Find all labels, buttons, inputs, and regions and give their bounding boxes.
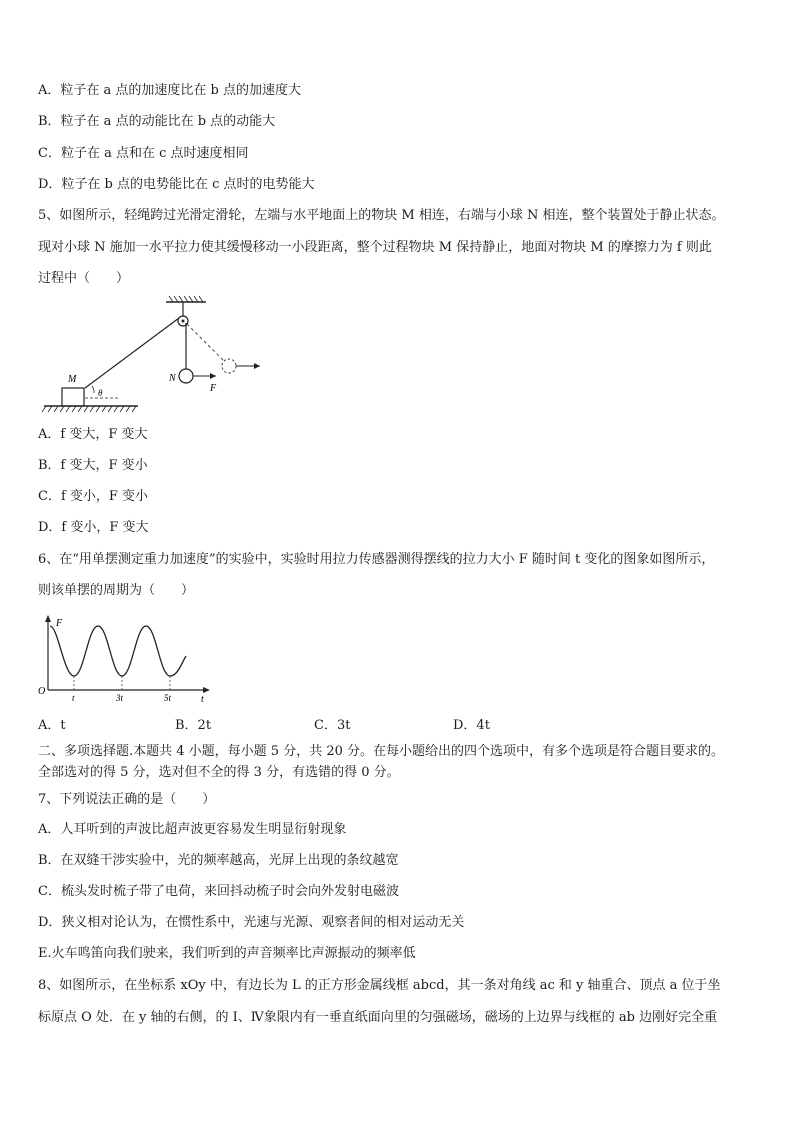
q5-stem-line1: 5、如图所示，轻绳跨过光滑定滑轮，左端与水平地面上的物块 M 相连，右端与小球 N 相连，整个装置处于静止状态。 <box>38 208 725 223</box>
q6-option-d: D．4t <box>453 718 490 733</box>
q6-force-time-graph <box>36 612 216 707</box>
q5-option-a: A．f 变大，F 变大 <box>38 427 148 442</box>
x-axis-label: t <box>201 694 204 705</box>
ball-n <box>179 369 193 383</box>
ceiling-hatch <box>169 296 203 302</box>
q7-option-c: C．梳头发时梳子带了电荷，来回抖动梳子时会向外发射电磁波 <box>38 884 399 899</box>
rope-dashed <box>187 324 224 361</box>
x-axis-arrow-icon <box>203 687 210 693</box>
q6-stem-line1: 6、在“用单摆测定重力加速度”的实验中，实验时用拉力传感器测得摆线的拉力大小 F 随时间 t 变化的图象如图所示， <box>38 552 715 567</box>
force-curve <box>50 626 186 676</box>
q7-option-a: A．人耳听到的声波比超声波更容易发生明显衍射现象 <box>38 822 347 837</box>
q4-option-c: C．粒子在 a 点和在 c 点时速度相同 <box>38 146 249 161</box>
rope-left <box>85 318 179 388</box>
section2-line1: 二、多项选择题.本题共 4 小题，每小题 5 分，共 20 分。在每小题给出的四个选项中，有多个选项是符合题目要求的。 <box>38 744 725 759</box>
ball-dashed <box>222 359 236 373</box>
q6-stem-line2: 则该单摆的周期为（ ） <box>38 583 195 598</box>
q4-option-b: B．粒子在 a 点的动能比在 b 点的动能大 <box>38 114 276 129</box>
tick-t: t <box>72 693 75 703</box>
label-n: N <box>169 373 176 384</box>
origin-label: O <box>38 686 46 697</box>
q5-stem-line3: 过程中（ ） <box>38 271 130 286</box>
q7-stem: 7、下列说法正确的是（ ） <box>38 792 216 807</box>
tick-5t: 5t <box>164 693 172 703</box>
q4-option-d: D．粒子在 b 点的电势能比在 c 点时的电势能大 <box>38 177 315 192</box>
q7-option-d: D．狭义相对论认为，在惯性系中，光速与光源、观察者间的相对运动无关 <box>38 915 465 930</box>
label-theta: θ <box>98 388 103 398</box>
block-m <box>62 388 84 406</box>
label-f: F <box>210 383 217 394</box>
q5-option-b: B．f 变大，F 变小 <box>38 458 148 473</box>
q5-option-d: D．f 变小，F 变大 <box>38 520 149 535</box>
q5-stem-line2: 现对小球 N 施加一水平拉力使其缓慢移动一小段距离，整个过程物块 M 保持静止，地面对物块 M 的摩擦力为 f 则此 <box>38 240 712 255</box>
q6-option-c: C．3t <box>314 718 351 733</box>
label-m: M <box>68 374 77 385</box>
q7-option-b: B．在双缝干涉实验中，光的频率越高，光屏上出现的条纹越宽 <box>38 853 399 868</box>
q6-option-a: A．t <box>38 718 66 733</box>
q8-line2: 标原点 O 处．在 y 轴的右侧，的 I、Ⅳ象限内有一垂直纸面向里的匀强磁场，磁场的上边界与线框的 ab 边刚好完全重 <box>38 1010 718 1025</box>
q8-line1: 8、如图所示，在坐标系 xOy 中，有边长为 L 的正方形金属线框 abcd，其一条对角线 ac 和 y 轴重合、顶点 a 位于坐 <box>38 978 721 993</box>
q6-option-b: B．2t <box>175 718 212 733</box>
tick-3t: 3t <box>116 693 124 703</box>
q7-option-e: E.火车鸣笛向我们驶来，我们听到的声音频率比声源振动的频率低 <box>38 946 416 961</box>
q4-option-a: A．粒子在 a 点的加速度比在 b 点的加速度大 <box>38 83 301 98</box>
section2-line2: 全部选对的得 5 分，选对但不全的得 3 分，有选错的得 0 分。 <box>38 765 400 780</box>
y-axis-arrow-icon <box>45 615 51 622</box>
q5-option-c: C．f 变小，F 变小 <box>38 489 149 504</box>
q5-pulley-figure <box>38 296 268 416</box>
y-axis-label: F <box>56 618 63 629</box>
ground-hatch <box>42 406 136 412</box>
